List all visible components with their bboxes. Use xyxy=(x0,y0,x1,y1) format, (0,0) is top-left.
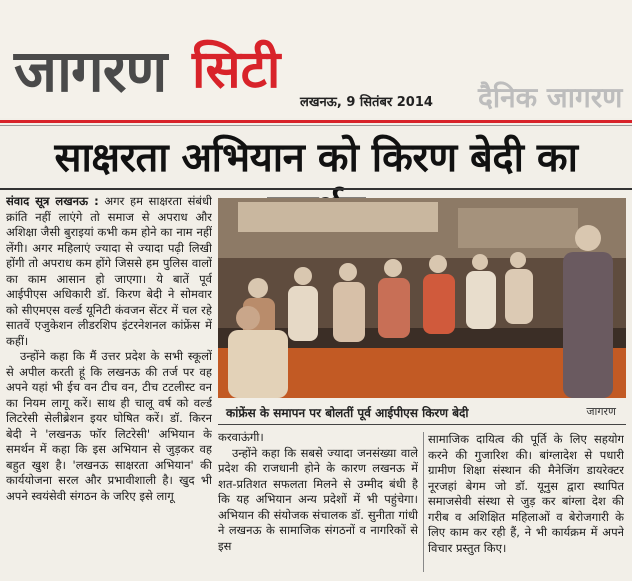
masthead-rule xyxy=(0,120,632,123)
article-column-1 xyxy=(6,194,212,574)
paragraph: अगर हम साक्षरता संबंधी क्रांति नहीं लाएंगे तो समाज से अपराध और अशिक्षा जैसी बुराइयां कभी कम होने का नाम नहीं लेंगी। अगर महिलाएं ज्यादा से ज्यादा पढ़ी लिखी होंगी तो अपराध कम होंगे जिससे हम पुलिस वालों का काम आसान हो जाएगा। ये बातें पूर्व आईपीएस अधिकारी डॉ. किरण बेदी ने सोमवार को सीएमएस वर्ल्ड यूनिटी कंवजन सेंटर में चल रहे सातवें एजुकेशन लीडरशिप इंटरनेशनल कांफ्रेंस में कहीं। xyxy=(6,194,212,348)
headline: साक्षरता अभियान को किरण बेदी का xyxy=(54,135,578,181)
photo-credit: जागरण xyxy=(586,405,616,418)
paper-name: दैनिक जागरण xyxy=(478,81,623,114)
headline-rule xyxy=(0,188,632,190)
paragraph: उन्होंने कहा कि मैं उत्तर प्रदेश के सभी स्कूलों से अपील करती हूं कि लखनऊ की तर्ज पर वह अपने यहां भी ईच वन टीच वन, टीच टटलीस्ट वन का नियम लागू करें। साथ ही चालू वर्ष को वर्ल्ड लिटरेसी सेलीब्रेशन इयर घोषित करें। डॉ. किरन बेदी ने 'लखनऊ फॉर लिटरेसी' अभियान के समर्थन में कहा कि इस अभियान से जुड़कर वह बहुत खुश है। 'लखनऊ साक्षरता अभियान' की कार्ययोजना सरल और प्रभावीशाली है। खुद भी अपने स्वयंसेवी संगठन के जरिए इसे लागू xyxy=(6,349,212,503)
paragraph: करवाऊंगी। xyxy=(218,430,264,444)
article-column-3 xyxy=(428,432,624,577)
column-divider xyxy=(423,432,424,572)
photo-caption: कांफ्रेंस के समापन पर बोलतीं पूर्व आईपीएस किरण बेदी xyxy=(226,406,469,420)
logo-main: जागरण xyxy=(14,37,167,105)
dateline: लखनऊ, 9 सितंबर 2014 xyxy=(300,95,433,110)
event-photo xyxy=(218,198,626,398)
caption-rule xyxy=(218,424,626,425)
masthead xyxy=(0,0,632,118)
paragraph: सामाजिक दायित्व की पूर्ति के लिए सहयोग करने की गुजारिश की। बांग्लादेश से पधारी ग्रामीण शिक्षा संस्थान की मैनेजिंग डायरेक्टर नूरजहां बेगम जो डॉ. यूनुस द्वारा स्थापित समाजसेवी संस्था से जुड़ कर बांग्ला देश की गरीब व अशिक्षित महिलाओं व बेरोजगारी के लिए काम कर रही हैं, ने भी कार्यक्रम में अपने विचार प्रस्तुत किए। xyxy=(428,432,624,555)
article-column-2 xyxy=(218,430,418,575)
byline: संवाद सूत्र लखनऊ : xyxy=(6,194,99,208)
photo-illustration xyxy=(218,198,626,398)
masthead-rule-thin xyxy=(0,125,632,126)
logo-sub: सिटी xyxy=(192,40,281,100)
paragraph: उन्होंने कहा कि सबसे ज्यादा जनसंख्या वाले प्रदेश की राजधानी होने के कारण लखनऊ में शत-प्रतिशत सफलता मिलने से उम्मीद बंधी है कि यह अभियान अन्य प्रदेशों में भी पहुंचेगा। अभियान की संयोजक संचालक डॉ. सुनीता गांधी ने लखनऊ के सामाजिक संगठनों व नागरिकों से इस xyxy=(218,445,418,553)
photo-caption-bar xyxy=(218,402,626,422)
